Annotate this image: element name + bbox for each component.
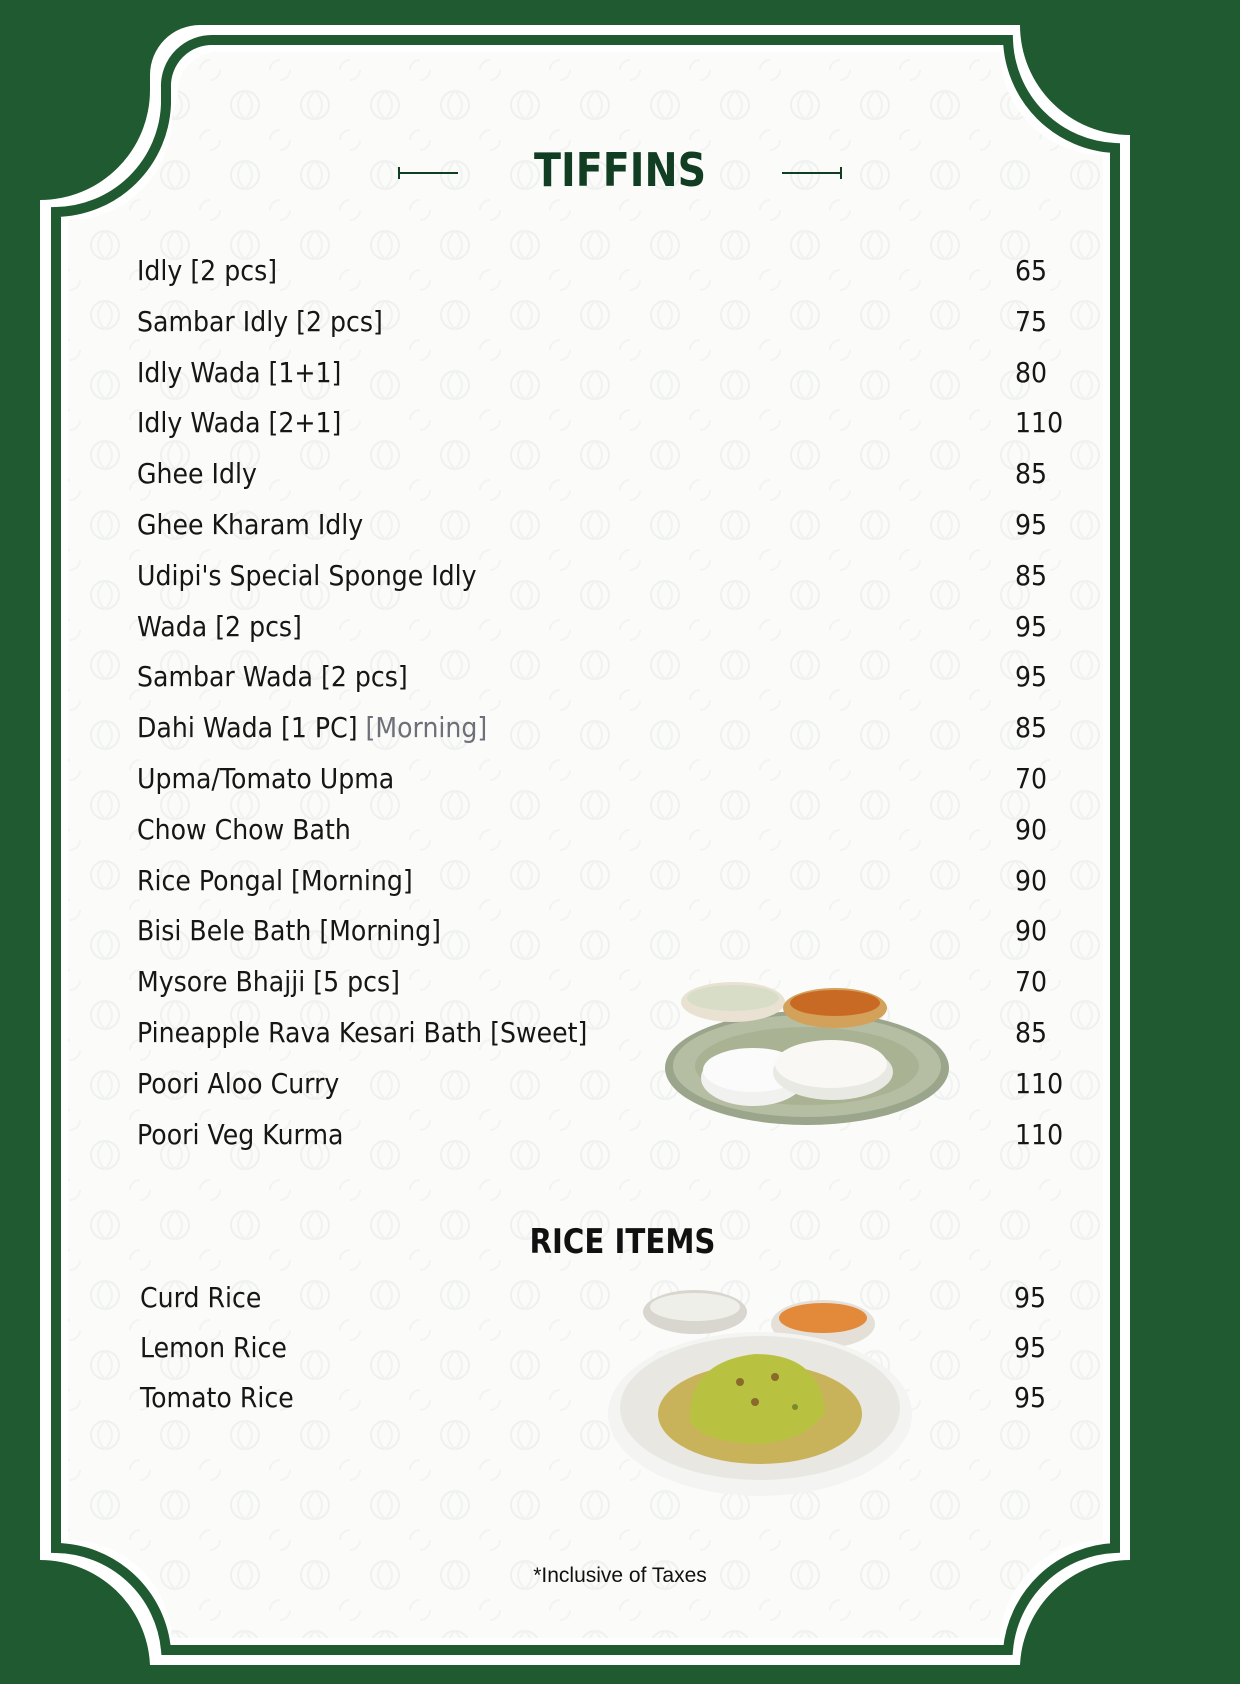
item-name: Pineapple Rava Kesari Bath [Sweet] — [137, 1015, 588, 1049]
menu-item — [137, 705, 1067, 756]
item-name: Idly Wada [2+1] — [137, 406, 342, 440]
item-price: 110 — [1015, 406, 1064, 440]
menu-item — [137, 604, 1067, 655]
tiffins-heading-row — [380, 140, 860, 200]
item-name: Curd Rice — [140, 1281, 262, 1314]
menu-item — [137, 248, 1067, 299]
menu-item — [137, 299, 1067, 350]
item-name: Idly Wada [1+1] — [137, 355, 342, 389]
morning-tag: [Morning] — [365, 711, 488, 745]
menu-item — [137, 502, 1067, 553]
item-name: Tomato Rice — [140, 1381, 294, 1414]
menu-item — [137, 400, 1067, 451]
item-price: 85 — [1015, 558, 1048, 592]
item-price: 80 — [1015, 355, 1048, 389]
idly-plate-photo — [655, 980, 955, 1150]
item-name: Ghee Idly — [137, 457, 257, 491]
item-price: 95 — [1014, 1331, 1047, 1364]
item-price: 95 — [1014, 1281, 1047, 1314]
menu-item — [137, 858, 1067, 909]
item-price: 90 — [1015, 863, 1048, 897]
item-name: Rice Pongal [Morning] — [137, 863, 413, 897]
item-price: 85 — [1015, 1015, 1048, 1049]
title-ornament-right — [782, 172, 842, 174]
rice-items-title: RICE ITEMS — [529, 1222, 716, 1262]
taxes-footnote: *Inclusive of Taxes — [533, 1564, 707, 1587]
rice-plate-photo — [605, 1282, 925, 1502]
item-price: 70 — [1015, 761, 1048, 795]
item-name-text: Dahi Wada [1 PC] — [137, 711, 358, 745]
item-name: Udipi's Special Sponge Idly — [137, 558, 477, 592]
item-name: Upma/Tomato Upma — [137, 761, 395, 795]
item-name-with-tag — [137, 711, 487, 744]
item-price: 110 — [1015, 1066, 1064, 1100]
menu-item — [137, 350, 1067, 401]
item-name: Sambar Wada [2 pcs] — [137, 660, 408, 694]
item-name: Bisi Bele Bath [Morning] — [137, 914, 442, 948]
item-name: Mysore Bhajji [5 pcs] — [137, 965, 400, 999]
item-name: Poori Aloo Curry — [137, 1066, 340, 1100]
item-price: 95 — [1014, 1381, 1047, 1414]
menu-item — [137, 908, 1067, 959]
item-name: Lemon Rice — [140, 1331, 287, 1364]
item-price: 110 — [1015, 1117, 1064, 1151]
menu-item — [137, 553, 1067, 604]
item-price: 65 — [1015, 254, 1048, 287]
menu-item — [137, 756, 1067, 807]
item-price: 75 — [1015, 304, 1048, 338]
item-price: 85 — [1015, 711, 1048, 745]
menu-item — [137, 451, 1067, 502]
item-price: 90 — [1015, 812, 1048, 846]
item-name: Ghee Kharam Idly — [137, 507, 364, 541]
item-price: 95 — [1015, 660, 1048, 694]
item-name: Sambar Idly [2 pcs] — [137, 304, 383, 338]
item-name: Poori Veg Kurma — [137, 1117, 344, 1151]
item-price: 85 — [1015, 457, 1048, 491]
menu-item — [137, 654, 1067, 705]
tiffins-title: TIFFINS — [533, 143, 707, 197]
item-price: 95 — [1015, 609, 1048, 643]
item-name: Wada [2 pcs] — [137, 609, 302, 643]
item-price: 95 — [1015, 507, 1048, 541]
item-name: Chow Chow Bath — [137, 812, 351, 846]
item-price: 90 — [1015, 914, 1048, 948]
menu-item — [137, 807, 1067, 858]
item-name: Idly [2 pcs] — [137, 254, 278, 287]
item-price: 70 — [1015, 965, 1048, 999]
